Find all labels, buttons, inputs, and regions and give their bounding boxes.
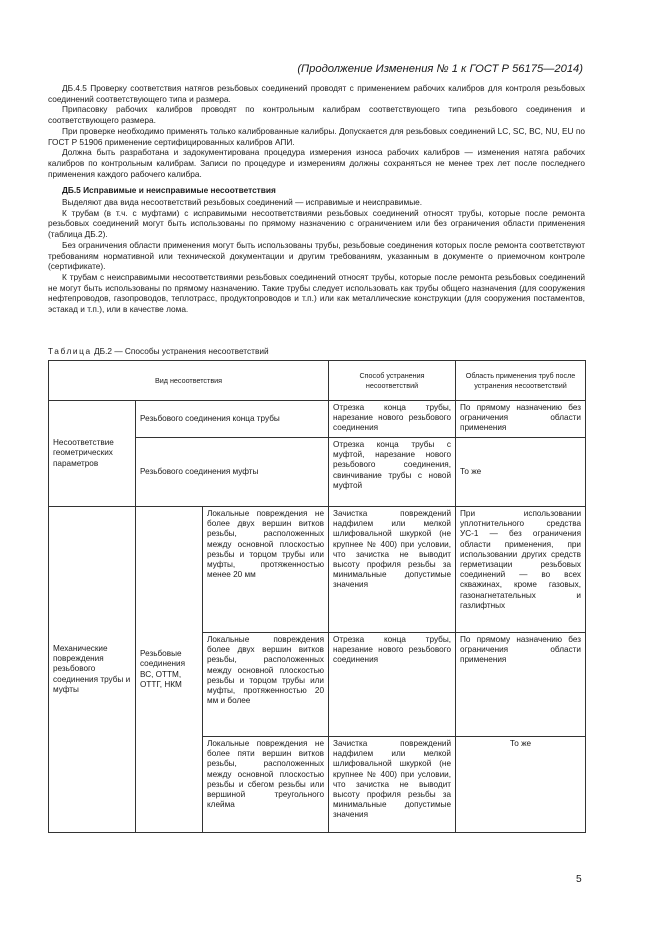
paragraph-unrestricted: Без ограничения области применения могут быть использованы трубы, резьбовые соединения которых после ремонта соответствуют требованиям нормативной или технической документации и другим требованиям, указанным в документе о приемочном контроле (сертификате).: [48, 239, 585, 272]
body-text: [48, 83, 585, 315]
row-thread-coupling: Резьбового соединения муфты: [136, 438, 329, 507]
table-row: [49, 401, 586, 438]
method-cell: Отрезка конца трубы с муфтой, нарезание нового резьбового соединения, свинчивание трубы с новой муфтой: [329, 438, 456, 507]
paragraph-uncorrectable: К трубам с неисправимыми несоответствиями резьбовых соединений относят трубы, которые после ремонта резьбовых соединений не могут быть использованы по прямому назначению. Такие трубы следует использовать как трубы общего назначения (для сооружения нефтепроводов, газопроводов, теплотрасс, продуктопроводов и т.п.) или как металлические конструкции (для сооружения постаментов, эстакад и т.п.), или в качестве лома.: [48, 271, 585, 315]
table-row: [49, 507, 586, 633]
paragraph-two-types: Выделяют два вида несоответствий резьбовых соединений — исправимые и неисправимые.: [62, 197, 423, 208]
table-caption-label: Таблица: [48, 346, 92, 356]
damage-cell: Локальные повреждения не более пяти вершин витков резьбы, расположенных между основной плоскостью резьбы и сбегом резьбы или вершиной треугольного клейма: [203, 737, 329, 833]
header-type: Вид несоответствия: [49, 361, 329, 401]
page-number: 5: [576, 874, 582, 885]
row-thread-pipe-end: Резьбового соединения конца трубы: [136, 401, 329, 438]
table-header-row: [49, 361, 586, 401]
method-cell: Отрезка конца трубы, нарезание нового резьбового соединения: [329, 633, 456, 737]
subgroup-connections: Резьбовые соединения ВС, ОТТМ, ОТТГ, НКМ: [136, 507, 203, 833]
area-cell: По прямому назначению без ограничения области применения: [456, 633, 586, 737]
group-mechanical: Механические повреждения резьбового соединения трубы и муфты: [49, 507, 136, 833]
damage-cell: Локальные повреждения не более двух вершин витков резьбы, расположенных между основной плоскостью резьбы и торцом трубы или муфты, протяженностью менее 20 мм: [203, 507, 329, 633]
group-geometric: Несоответствие геометрических параметров: [49, 401, 136, 507]
method-cell: Зачистка повреждений надфилем или мелкой шлифовальной шкуркой (не крупнее № 400) при условии, что зачистка не выводит высоту профиля резьбы за минимальные допустимые значения: [329, 737, 456, 833]
table-caption: [48, 346, 269, 356]
header-method: Способ устранения несоответствий: [329, 361, 456, 401]
area-cell: То же: [456, 737, 586, 833]
paragraph-db-4-5: ДБ.4.5 Проверку соответствия натягов резьбовых соединений проводят с применением рабочих калибров для контроля резьбовых соединений соответствующего типа и размера.: [48, 83, 585, 104]
paragraph-fitting: Припасовку рабочих калибров проводят по контрольным калибрам соответствующего типа резьбового соединения и соответствующего размера.: [48, 104, 585, 126]
paragraph-procedure: Должна быть разработана и задокументирована процедура измерения износа рабочих калибров — изменения натяга рабочих калибров по контрольным калибрам. Записи по процедуре и измерениям должны сохраняться не менее трех лет после последнего применения каждого рабочего калибра.: [48, 147, 585, 179]
area-cell: То же: [456, 438, 586, 507]
header-area: Область применения труб после устранения несоответствий: [456, 361, 586, 401]
method-cell: Зачистка повреждений надфилем или мелкой шлифовальной шкуркой (не крупнее № 400) при условии, что зачистка не выводит высоту профиля резьбы за минимальные допустимые значения: [329, 507, 456, 633]
nonconformity-table: [48, 360, 586, 833]
area-cell: При использовании уплотнительного средства УС-1 — без ограничения области применения, при использовании других средств герметизации резьбовых соединений — во всех скважинах, кроме газовых, газонагнетательных и газлифтных: [456, 507, 586, 633]
paragraph-calibrated: При проверке необходимо применять только калиброванные калибры. Допускается для резьбовых соединений LC, SC, BC, NU, EU по ГОСТ Р 51906 применение сертифицированных калибров АПИ.: [48, 125, 585, 147]
area-cell: По прямому назначению без ограничения области применения: [456, 401, 586, 438]
paragraph-correctable: К трубам (в т.ч. с муфтами) с исправимыми несоответствиями резьбовых соединений относят трубы, которые после ремонта резьбовых соединений могут быть использованы по прямому назначению с ограничением или без ограничения области применения (таблица ДБ.2).: [48, 207, 585, 240]
method-cell: Отрезка конца трубы, нарезание нового резьбового соединения: [329, 401, 456, 438]
page-header: (Продолжение Изменения № 1 к ГОСТ Р 56175—2014): [297, 63, 583, 75]
damage-cell: Локальные повреждения более двух вершин витков резьбы, расположенных между основной плоскостью резьбы и торцом трубы или муфты, протяженностью 20 мм и более: [203, 633, 329, 737]
table-caption-text: ДБ.2 — Способы устранения несоответствий: [94, 346, 269, 356]
section-heading-db-5: ДБ.5 Исправимые и неисправимые несоответствия: [62, 185, 276, 196]
